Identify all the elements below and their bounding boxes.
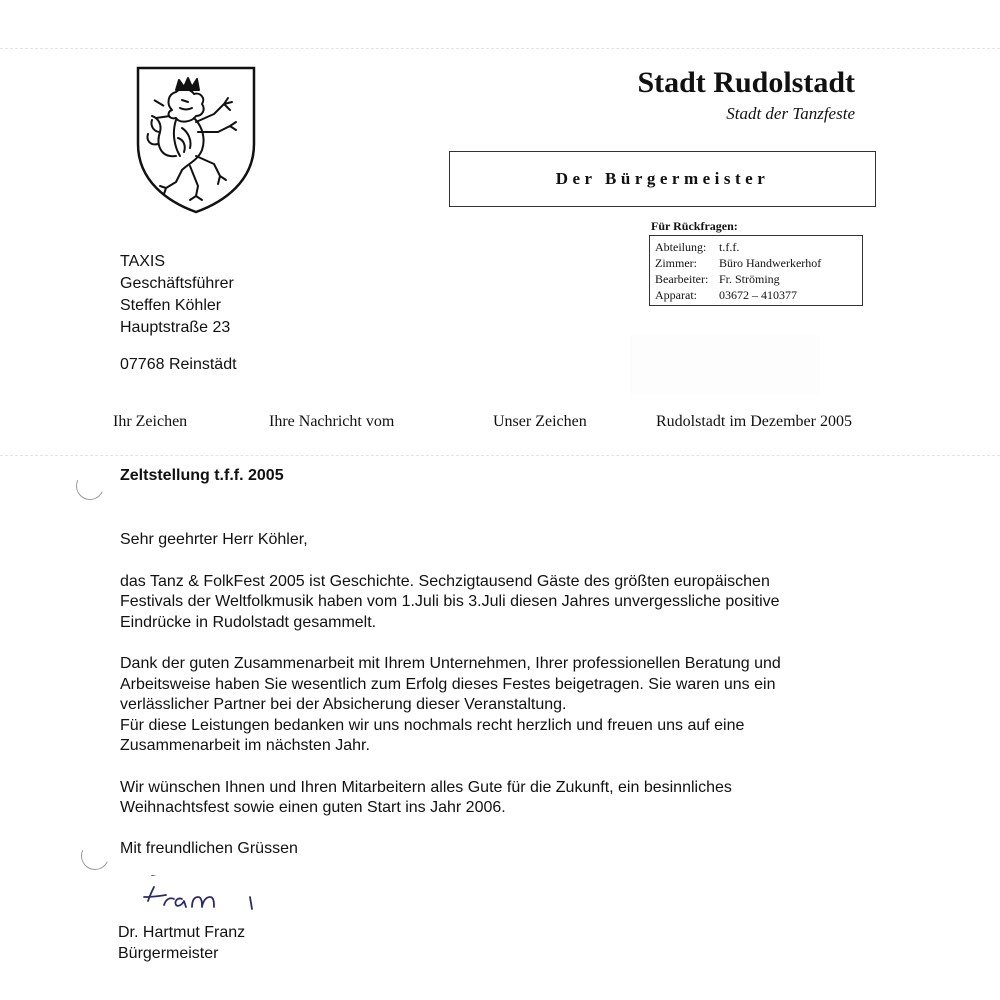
recipient-address [120,251,234,339]
place-date: Rudolstadt im Dezember 2005 [656,413,852,430]
contact-row-room [655,255,857,271]
our-reference-label: Unser Zeichen [493,413,587,430]
text-line: Weihnachtsfest sowie einen guten Start ins Jahr 2006. [120,799,506,816]
punch-hole-mark [77,838,113,874]
text-line: Festivals der Weltfolkmusik haben vom 1.Juli bis 3.Juli diesen Jahres unvergessliche positive [120,593,780,610]
text-line: Dank der guten Zusammenarbeit mit Ihrem Unternehmen, Ihrer professionellen Beratung und [120,655,781,672]
text-line: Eindrücke in Rudolstadt gesammelt. [120,613,377,631]
text-line: Arbeitsweise haben Sie wesentlich zum Erfolg dieses Festes beigetragen. Sie waren uns ein [120,675,776,693]
signature-icon [140,875,270,925]
paragraph [120,778,880,819]
contact-value: Fr. Ströming [719,272,780,286]
fold-line [0,455,1000,456]
contact-row-clerk [655,271,857,287]
your-reference-label: Ihr Zeichen [113,413,188,430]
contact-label: Zimmer: [655,256,697,270]
recipient-role: Geschäftsführer [120,275,234,292]
contact-row-department [655,239,857,255]
recipient-street: Hauptstraße 23 [120,319,231,336]
contact-value: 03672 – 410377 [719,288,797,302]
office-title-box [449,151,876,207]
text-line: Zusammenarbeit im nächsten Jahr. [120,737,370,754]
signer-block [118,922,245,964]
paragraph [120,654,880,757]
signer-name: Dr. Hartmut Franz [118,924,246,941]
contact-value: t.f.f. [719,240,740,254]
letter-subject: Zeltstellung t.f.f. 2005 [120,467,284,484]
letter-body [120,530,880,840]
contact-label: Abteilung: [655,240,707,254]
contact-box [649,235,863,306]
contact-heading: Für Rückfragen: [651,219,738,233]
contact-label: Bearbeiter: [655,272,709,286]
paragraph [120,572,880,634]
punch-hole-mark [72,468,108,504]
city-name: Stadt Rudolstadt [637,66,855,99]
text-line: Wir wünschen Ihnen und Ihren Mitarbeitern alles Gute für die Zukunft, ein besinnliches [120,778,732,796]
contact-value: Büro Handwerkerhof [719,256,822,270]
office-title: Der Bürgermeister [555,169,770,188]
city-tagline: Stadt der Tanzfeste [726,104,855,123]
reference-line [113,413,893,435]
redaction-area [630,335,820,395]
recipient-city: 07768 Reinstädt [120,356,237,373]
your-message-label: Ihre Nachricht vom [269,413,395,430]
signer-title: Bürgermeister [118,945,219,962]
closing: Mit freundlichen Grüssen [120,840,298,857]
coat-of-arms-icon [136,66,256,214]
recipient-name: Steffen Köhler [120,297,222,314]
contact-row-phone [655,287,857,303]
contact-label: Apparat: [655,288,697,302]
salutation: Sehr geehrter Herr Köhler, [120,531,308,548]
text-line: verlässlicher Partner bei der Absicherung dieser Veranstaltung. [120,696,567,713]
text-line: das Tanz & FolkFest 2005 ist Geschichte. Sechzigtausend Gäste des größten europäischen [120,572,770,590]
fold-line [0,48,1000,49]
recipient-company: TAXIS [120,253,166,270]
text-line: Für diese Leistungen bedanken wir uns nochmals recht herzlich und freuen uns auf eine [120,716,745,734]
